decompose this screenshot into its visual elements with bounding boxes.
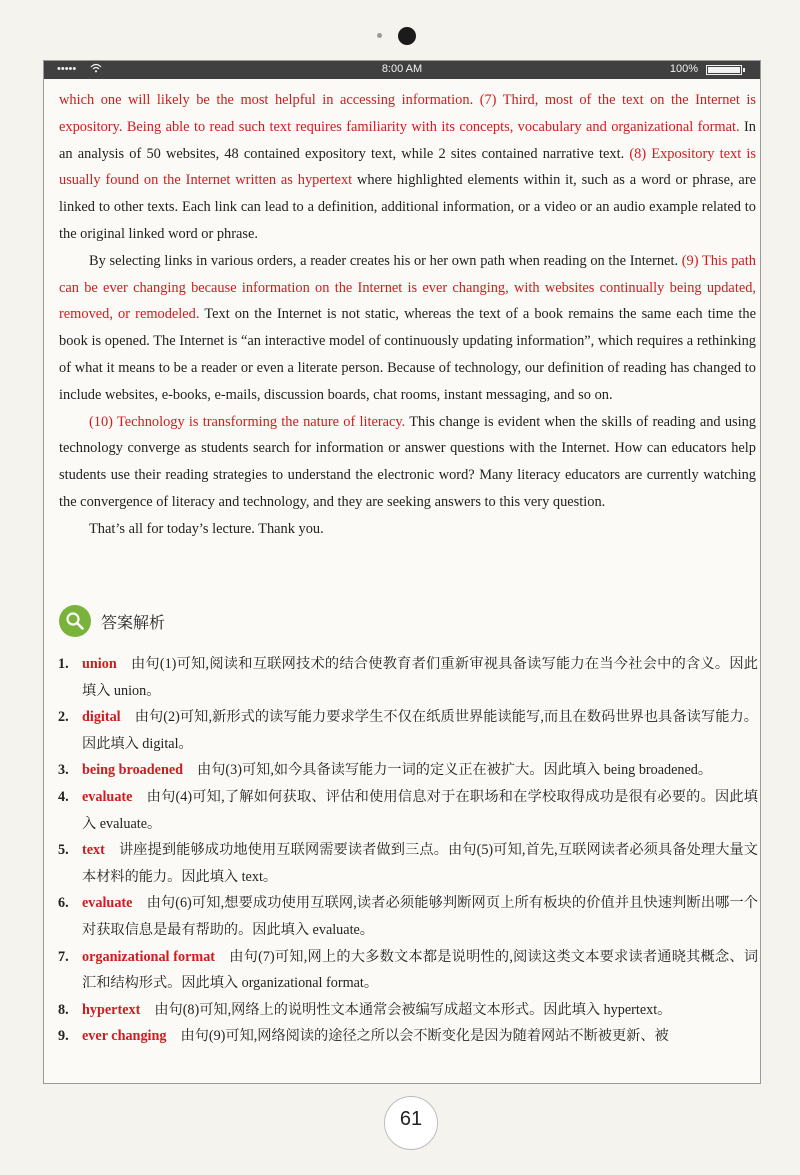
paragraph	[59, 87, 756, 248]
answer-number: 9.	[58, 1028, 69, 1045]
highlighted-sentence: (10) Technology is transforming the nature of literacy.	[89, 413, 406, 430]
lecture-text	[59, 87, 756, 543]
answer-number: 4.	[58, 788, 69, 805]
text-segment: By selecting links in various orders, a reader creates his or her own path when reading on the Internet.	[89, 252, 682, 269]
camera-icon	[398, 27, 416, 45]
answer-item	[58, 784, 758, 837]
answer-explanation: 由句(9)可知,网络阅读的途径之所以会不断变化是因为随着网站不断被更新、被	[180, 1028, 669, 1045]
tablet-screen	[43, 60, 761, 1084]
highlighted-sentence: (9) This path can be ever changing because information on the Internet is ever changing, with websites continually being updated, removed, or remodeled.	[59, 252, 756, 323]
signal-icon: •••••	[57, 63, 77, 75]
answer-number: 7.	[58, 948, 69, 965]
answer-key: evaluate	[82, 788, 133, 805]
answer-key: organizational format	[82, 948, 216, 965]
section-header	[59, 605, 359, 639]
answer-explanation: 由句(1)可知,阅读和互联网技术的结合使教育者们重新审视具备读写能力在当今社会中的含义。因此填入 union。	[82, 656, 758, 699]
answer-key: union	[82, 656, 117, 672]
page-number: 61	[399, 1108, 423, 1130]
answer-key: being broadened	[82, 762, 184, 779]
answer-explanation: 讲座提到能够成功地使用互联网需要读者做到三点。由句(5)可知,首先,互联网读者必须具备处理大量文本材料的能力。因此填入 text。	[82, 842, 758, 885]
highlighted-sentence: which one will likely be the most helpful in accessing information. (7) Third, most of the text on the Internet is expository. Being able to read such text requires familiarity with its concepts, vocabulary and organizational format.	[59, 92, 756, 135]
paragraph	[59, 409, 756, 516]
answer-explanation: 由句(8)可知,网络上的说明性文本通常会被编写成超文本形式。因此填入 hypertext。	[154, 1001, 672, 1018]
highlighted-sentence: (8) Expository text is usually found on the Internet written as hypertext	[59, 145, 756, 189]
battery-icon	[706, 65, 742, 75]
answer-item	[58, 837, 758, 890]
answer-key: ever changing	[82, 1028, 167, 1045]
answer-number: 1.	[58, 656, 69, 672]
answer-key: digital	[82, 709, 121, 726]
answer-item	[58, 944, 758, 997]
answer-list	[58, 651, 758, 1050]
answer-number: 3.	[58, 762, 69, 779]
paragraph	[59, 516, 756, 543]
paragraph	[59, 248, 756, 409]
answer-explanation: 由句(7)可知,网上的大多数文本都是说明性的,阅读这类文本要求读者通晓其概念、词汇和结构形式。因此填入 organizational format。	[82, 948, 759, 992]
text-segment: Text on the Internet is not static, whereas the text of a book remains the same each time the book is opened. The Internet is “an interactive model of continuously updating information”, which requires a rethinking of what it means to be a reader or even a literate person. Because of technology, our definition of reading has changed to include websites, e-books, e-mails, discussion boards, chat rooms, instant messaging, and so on.	[59, 306, 756, 403]
answer-explanation: 由句(6)可知,想要成功使用互联网,读者必须能够判断网页上所有板块的价值并且快速判断出哪一个对获取信息是最有帮助的。因此填入 evaluate。	[82, 895, 758, 938]
answer-number: 8.	[58, 1001, 69, 1018]
answer-item	[58, 757, 758, 784]
answer-key: evaluate	[82, 895, 133, 912]
page-number-badge	[384, 1096, 438, 1150]
answer-number: 5.	[58, 842, 69, 859]
status-bar	[44, 61, 760, 79]
answer-item	[58, 890, 758, 943]
answer-item	[58, 997, 758, 1024]
section-title: 答案解析	[101, 613, 166, 632]
answer-key: hypertext	[82, 1001, 141, 1018]
magnifier-icon	[59, 605, 91, 637]
battery-percent: 100%	[669, 63, 698, 75]
answer-explanation: 由句(2)可知,新形式的读写能力要求学生不仅在纸质世界能读能写,而且在数码世界也具备读写能力。因此填入 digital。	[82, 709, 758, 752]
answer-number: 6.	[58, 895, 69, 912]
text-segment: In an analysis of 50 websites, 48 contained expository text, while 2 sites contained narrative text.	[59, 118, 756, 162]
text-segment: where highlighted elements within it, such as a word or phrase, are linked to other texts. Each link can lead to a definition, additional information, or a video or an audio example related to the original linked word or phrase.	[59, 172, 756, 242]
text-segment: That’s all for today’s lecture. Thank you.	[89, 520, 324, 537]
status-time: 8:00 AM	[381, 63, 423, 75]
battery-tip	[743, 68, 745, 72]
text-segment: This change is evident when the skills of reading and using technology converge as students search for information or answer questions with the Internet. How can educators help students use their reading strategies to understand the electronic word? Many literacy educators are currently watching the convergence of literacy and technology, and they are seeking answers to this very question.	[59, 413, 756, 510]
answer-item	[58, 1023, 758, 1050]
answer-explanation: 由句(3)可知,如今具备读写能力一词的定义正在被扩大。因此填入 being broadened。	[197, 762, 713, 779]
answer-explanation: 由句(4)可知,了解如何获取、评估和使用信息对于在职场和在学校取得成功是很有必要的。因此填入 evaluate。	[82, 788, 758, 832]
camera-sensor	[377, 33, 382, 38]
answer-key: text	[82, 842, 105, 859]
answer-item	[58, 651, 758, 704]
answer-number: 2.	[58, 709, 69, 726]
answer-item	[58, 704, 758, 757]
